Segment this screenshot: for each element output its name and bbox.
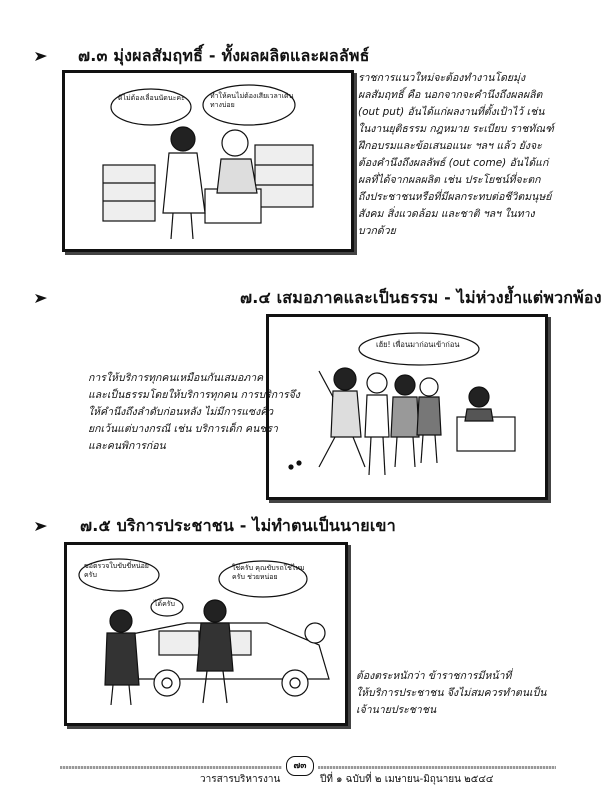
paragraph-line: การให้บริการทุกคนเหมือนกันเสมอภาค — [88, 372, 264, 384]
footer-journal-name: วารสารบริหารงาน — [200, 774, 281, 785]
footer-issue-info: ปีที่ ๑ ฉบับที่ ๒ เมษายน-มิถุนายน ๒๕๔๔ — [320, 774, 494, 785]
paragraph-7-5 — [356, 668, 546, 719]
paragraph-line: ยกเว้นแต่บางกรณี เช่น บริการเด็ก คนชรา — [88, 423, 278, 435]
footer-rule-left — [60, 766, 282, 769]
paragraph-line: และเป็นธรรมโดยให้บริการทุกคน การบริการจึง — [88, 389, 300, 401]
paragraph-line: ต้องตระหนักว่า ข้าราชการมีหน้าที่ — [356, 670, 512, 682]
section-bullet-icon — [34, 50, 48, 62]
bubble-right-text: ทำให้คนไม่ต้องเสียเวลาเดินทางบ่อย — [210, 92, 294, 109]
paragraph-line: ฝึกอบรมและข้อเสนอแนะ ฯลฯ แล้ว ยังจะ — [358, 140, 542, 152]
driver-bubble-text: ใช่ครับ คุณขับรถใช่ไหมครับ ช่วยหน่อย — [232, 564, 305, 581]
section-bullet-icon — [34, 292, 48, 304]
bubble-left-text: ดีไม่ต้องเลื่อนนัดนะคะ — [118, 94, 185, 102]
paragraph-line: ราชการแนวใหม่จะต้องทำงานโดยมุ่ง — [358, 72, 526, 84]
small-bubble-text: ได้ครับ — [154, 600, 175, 608]
paragraph-7-4 — [88, 370, 300, 455]
paragraph-line: ผลที่ได้จากผลผลิต เช่น ประโยชน์ที่จะตก — [358, 174, 541, 186]
paragraph-line: ให้คำนึงถึงลำดับก่อนหลัง ไม่มีการแซงคิว — [88, 406, 274, 418]
paragraph-line: เจ้านายประชาชน — [356, 704, 437, 716]
paragraph-line: บวกด้วย — [358, 225, 396, 237]
paragraph-line: ถึงประชาชนหรือที่มีผลกระทบต่อชีวิตมนุษย์ — [358, 191, 552, 203]
paragraph-line: (out put) อันได้แก่ผลงานที่ตั้งเป้าไว้ เช่น — [358, 106, 545, 118]
police-bubble-text: ขอตรวจใบขับขี่หน่อยครับ — [84, 562, 149, 579]
section-heading-7-3: ๗.๓ มุ่งผลสัมฤทธิ์ - ทั้งผลผลิตและผลลัพธ์ — [78, 46, 370, 65]
queue-bubble-text: เฮ้ย! เพื่อนมาก่อนเข้าก่อน — [376, 340, 460, 349]
section-bullet-icon — [34, 520, 48, 532]
illustration-results-focus — [62, 70, 354, 252]
paragraph-line: ผลสัมฤทธิ์ คือ นอกจากจะคำนึงถึงผลผลิต — [358, 89, 543, 101]
paragraph-line: ต้องคำนึงถึงผลลัพธ์ (out come) อันได้แก่ — [358, 157, 549, 169]
paragraph-line: สังคม สิ่งแวดล้อม และชาติ ฯลฯ ในทาง — [358, 208, 535, 220]
paragraph-line: ในงานยุติธรรม กฎหมาย ระเบียบ ราชทัณฑ์ — [358, 123, 554, 135]
paragraph-line: ให้บริการประชาชน จึงไม่สมควรทำตนเป็น — [356, 687, 547, 699]
paragraph-7-3 — [358, 70, 554, 240]
footer-rule-right — [318, 766, 556, 769]
paragraph-line: และคนพิการก่อน — [88, 440, 166, 452]
section-heading-7-5: ๗.๕ บริการประชาชน - ไม่ทำตนเป็นนายเขา — [80, 516, 396, 535]
page-number: ๗๓ — [286, 756, 314, 776]
section-heading-7-4: ๗.๔ เสมอภาคและเป็นธรรม - ไม่ห่วงย้ำแต่พวกพ้อง — [240, 288, 602, 307]
